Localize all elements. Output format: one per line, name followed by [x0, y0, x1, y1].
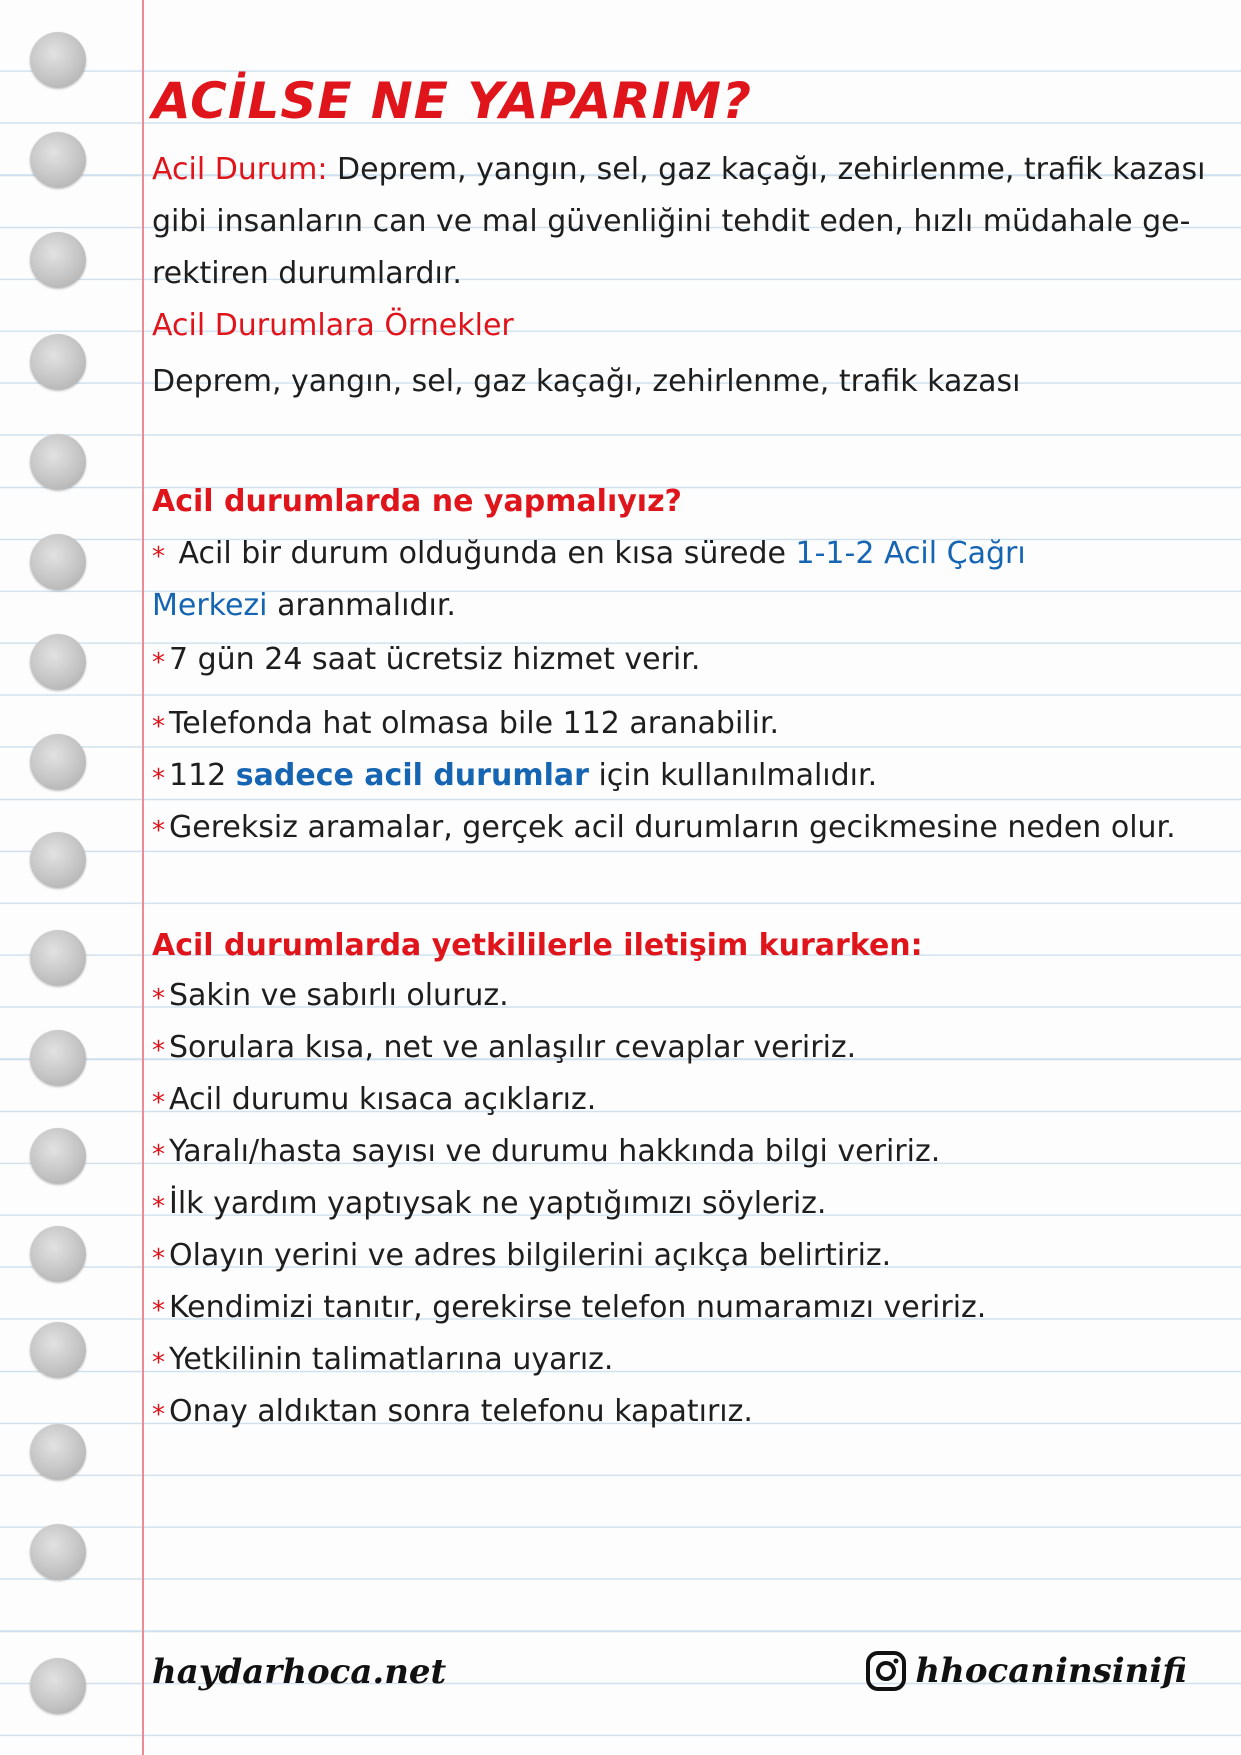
- communication-item: [152, 1392, 753, 1433]
- punch-hole: [30, 634, 86, 690]
- item-text: Onay aldıktan sonra telefonu kapatırız.: [169, 1394, 753, 1429]
- punch-hole: [30, 832, 86, 888]
- bullet-asterisk: *: [152, 816, 165, 846]
- item-text: 7 gün 24 saat ücretsiz hizmet verir.: [169, 642, 701, 677]
- communication-item: [152, 1080, 596, 1121]
- item-text: Kendimizi tanıtır, gerekirse telefon numaramızı veririz.: [169, 1290, 987, 1325]
- bullet-asterisk: *: [152, 712, 165, 742]
- emergency-only-highlight: sadece acil durumlar: [235, 758, 589, 793]
- notebook-margin-line: [142, 0, 144, 1755]
- communication-item: [152, 1132, 940, 1173]
- definition-line-2: gibi insanların can ve mal güvenliğini tehdit eden, hızlı müdahale ge-: [152, 204, 1191, 239]
- item-text: aranmalıdır.: [267, 588, 456, 623]
- punch-hole: [30, 434, 86, 490]
- definition-text-1: Deprem, yangın, sel, gaz kaçağı, zehirlenme, trafik kazası: [327, 152, 1206, 187]
- item-text: Olayın yerini ve adres bilgilerini açıkça belirtiriz.: [169, 1238, 892, 1273]
- what-to-do-heading: Acil durumlarda ne yapmalıyız?: [152, 484, 682, 519]
- bullet-asterisk: *: [152, 542, 165, 572]
- instagram-icon: [865, 1650, 907, 1692]
- bullet-asterisk: *: [152, 1296, 165, 1326]
- examples-heading: Acil Durumlara Örnekler: [152, 308, 514, 343]
- punch-hole: [30, 334, 86, 390]
- item-text: 112: [169, 758, 236, 793]
- punch-hole: [30, 1658, 86, 1714]
- communication-item: [152, 1236, 891, 1277]
- communication-item: [152, 1340, 613, 1381]
- item-text: Telefonda hat olmasa bile 112 aranabilir.: [169, 706, 780, 741]
- website-link[interactable]: haydarhoca.net: [152, 1652, 447, 1692]
- bullet-asterisk: *: [152, 1140, 165, 1170]
- punch-hole: [30, 930, 86, 986]
- punch-hole: [30, 1424, 86, 1480]
- punch-hole: [30, 734, 86, 790]
- punch-hole: [30, 1128, 86, 1184]
- punch-hole: [30, 32, 86, 88]
- punch-hole: [30, 1322, 86, 1378]
- bullet-asterisk: *: [152, 1400, 165, 1430]
- instagram-handle: hhocaninsinifi: [915, 1651, 1187, 1691]
- item-text: Acil bir durum olduğunda en kısa sürede: [169, 536, 796, 571]
- item-text: Sorulara kısa, net ve anlaşılır cevaplar veririz.: [169, 1030, 857, 1065]
- emergency-number-highlight: 1-1-2 Acil Çağrı: [795, 536, 1026, 571]
- communication-item: [152, 1184, 826, 1225]
- punch-hole: [30, 232, 86, 288]
- communication-item: [152, 1288, 986, 1329]
- what-to-do-item: [152, 704, 779, 745]
- what-to-do-item: [152, 808, 1176, 849]
- bullet-asterisk: *: [152, 1088, 165, 1118]
- bullet-asterisk: *: [152, 648, 165, 678]
- what-to-do-item: [152, 534, 1026, 575]
- page-title: ACİLSE NE YAPARIM?: [152, 72, 753, 130]
- punch-hole: [30, 1030, 86, 1086]
- punch-hole: [30, 1524, 86, 1580]
- definition-line-1: [152, 150, 1206, 190]
- definition-label: Acil Durum:: [152, 152, 328, 187]
- bullet-asterisk: *: [152, 1192, 165, 1222]
- bullet-asterisk: *: [152, 1244, 165, 1274]
- item-text: Gereksiz aramalar, gerçek acil durumların gecikmesine neden olur.: [169, 810, 1176, 845]
- punch-hole: [30, 132, 86, 188]
- examples-text: Deprem, yangın, sel, gaz kaçağı, zehirlenme, trafik kazası: [152, 364, 1021, 399]
- instagram-credit[interactable]: [865, 1650, 1187, 1692]
- punch-hole: [30, 534, 86, 590]
- item-text: Acil durumu kısaca açıklarız.: [169, 1082, 597, 1117]
- bullet-asterisk: *: [152, 1348, 165, 1378]
- item-text: İlk yardım yaptıysak ne yaptığımızı söyleriz.: [169, 1186, 827, 1221]
- what-to-do-item: [152, 756, 877, 797]
- notebook-holes: [30, 0, 90, 1755]
- what-to-do-item: [152, 640, 700, 681]
- bullet-asterisk: *: [152, 984, 165, 1014]
- item-text: için kullanılmalıdır.: [588, 758, 878, 793]
- what-to-do-item-continued: [152, 586, 456, 626]
- communication-heading: Acil durumlarda yetkililerle iletişim kurarken:: [152, 928, 923, 963]
- item-text: Yetkilinin talimatlarına uyarız.: [169, 1342, 614, 1377]
- bullet-asterisk: *: [152, 764, 165, 794]
- communication-item: [152, 1028, 856, 1069]
- punch-hole: [30, 1226, 86, 1282]
- item-text: Sakin ve sabırlı oluruz.: [169, 978, 509, 1013]
- communication-item: [152, 976, 509, 1017]
- definition-line-3: rektiren durumlardır.: [152, 256, 462, 291]
- item-text: Yaralı/hasta sayısı ve durumu hakkında bilgi veririz.: [169, 1134, 941, 1169]
- bullet-asterisk: *: [152, 1036, 165, 1066]
- emergency-center-highlight: Merkezi: [152, 588, 268, 623]
